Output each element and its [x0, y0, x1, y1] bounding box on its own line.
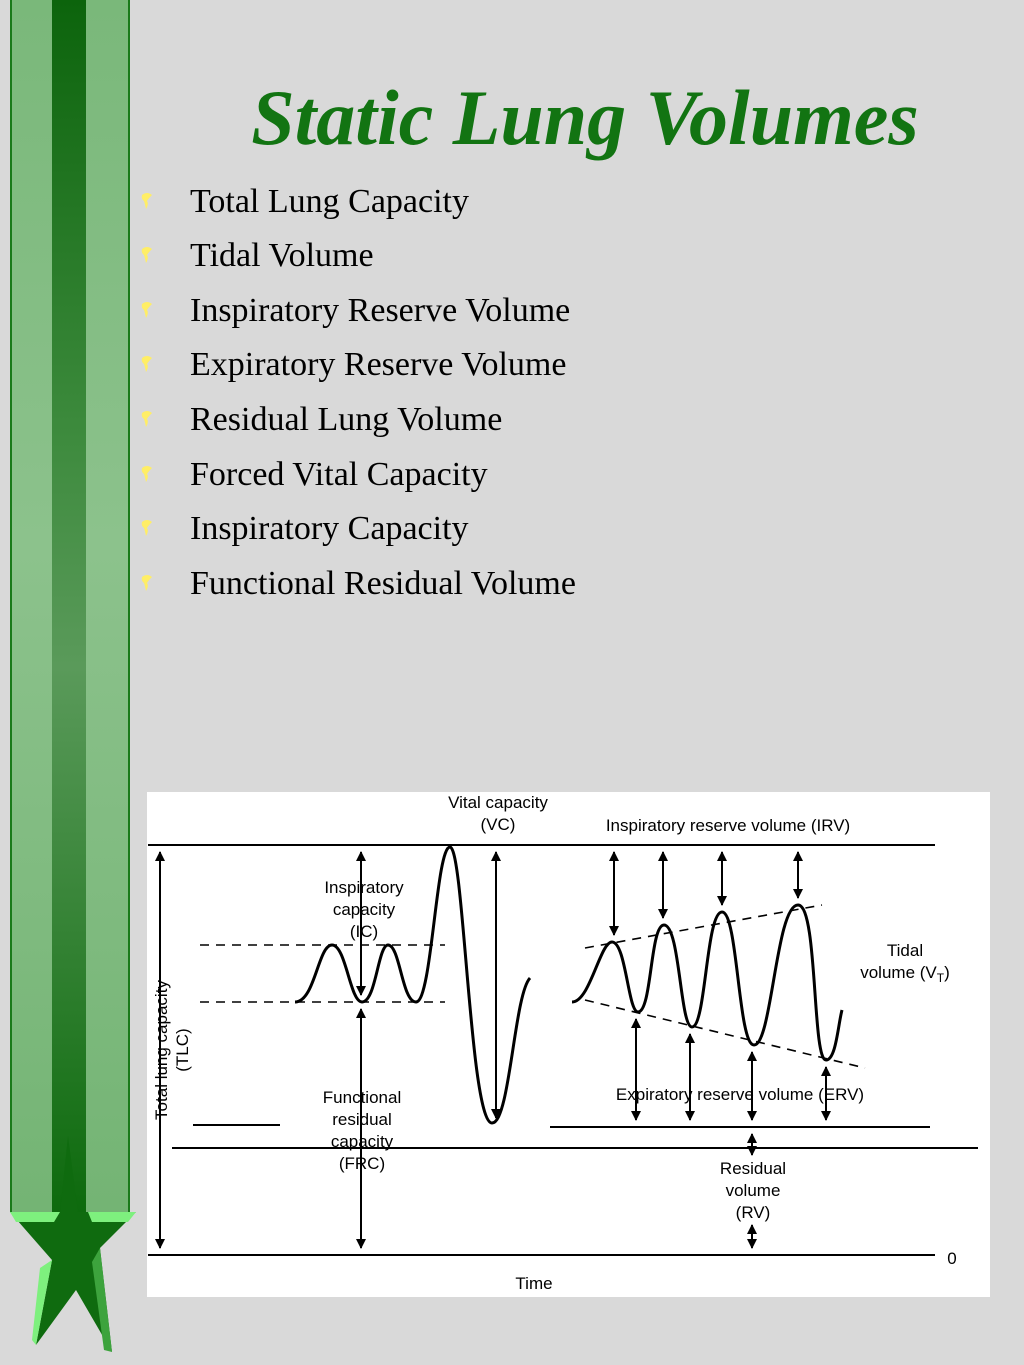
- label-ic-3: (IC): [349, 922, 379, 941]
- label-tidal-1: Tidal: [886, 941, 924, 960]
- tidal-close: ): [944, 963, 950, 982]
- label-rv-2: volume: [725, 1181, 781, 1200]
- leaf-bullet-icon: [140, 355, 154, 373]
- decorative-green-bars: [0, 0, 140, 1365]
- label-rv-3: (RV): [735, 1203, 771, 1222]
- bullet-text: Functional Residual Volume: [190, 565, 576, 602]
- page-title: Static Lung Volumes: [251, 74, 919, 161]
- label-irv: Inspiratory reserve volume (IRV): [605, 816, 851, 835]
- label-ic-1: Inspiratory: [324, 878, 404, 897]
- label-zero: 0: [947, 1249, 957, 1268]
- label-frc-3: capacity: [330, 1132, 394, 1151]
- leaf-bullet-icon: [140, 410, 154, 428]
- list-item: [140, 455, 840, 495]
- bullet-text: Tidal Volume: [190, 237, 374, 274]
- label-frc-4: (FRC): [338, 1154, 386, 1173]
- label-rv-1: Residual: [719, 1159, 787, 1178]
- bullet-text: Total Lung Capacity: [190, 183, 469, 220]
- list-item: [140, 564, 840, 604]
- list-item: [140, 236, 840, 276]
- label-time: Time: [515, 1274, 553, 1293]
- label-vc-2: (VC): [480, 815, 516, 834]
- label-erv: Expiratory reserve volume (ERV): [615, 1085, 865, 1104]
- list-item: [140, 400, 840, 440]
- label-frc-2: residual: [332, 1110, 392, 1129]
- label-tlc-2: (TLC): [173, 1028, 192, 1072]
- bullet-text: Inspiratory Reserve Volume: [190, 292, 571, 329]
- label-frc-1: Functional: [322, 1088, 402, 1107]
- leaf-bullet-icon: [140, 301, 154, 319]
- label-ic-2: capacity: [332, 900, 396, 919]
- list-item: [140, 291, 840, 331]
- list-item: [140, 509, 840, 549]
- tidal-subscript: T: [936, 971, 945, 985]
- label-vc-1: Vital capacity: [448, 793, 548, 812]
- label-tidal-2: [860, 963, 950, 985]
- leaf-bullet-icon: [140, 574, 154, 592]
- bullet-text: Inspiratory Capacity: [190, 510, 469, 547]
- leaf-bullet-icon: [140, 246, 154, 264]
- leaf-bullet-icon: [140, 465, 154, 483]
- tidal-text: volume (V: [860, 963, 937, 982]
- bullet-text: Expiratory Reserve Volume: [190, 346, 567, 383]
- list-item: [140, 182, 840, 222]
- label-tlc-1: Total lung capacity: [152, 980, 171, 1120]
- lung-volumes-diagram: [147, 792, 990, 1297]
- list-item: [140, 345, 840, 385]
- bullet-text: Residual Lung Volume: [190, 401, 503, 438]
- leaf-bullet-icon: [140, 519, 154, 537]
- leaf-bullet-icon: [140, 192, 154, 210]
- bullet-text: Forced Vital Capacity: [190, 456, 488, 493]
